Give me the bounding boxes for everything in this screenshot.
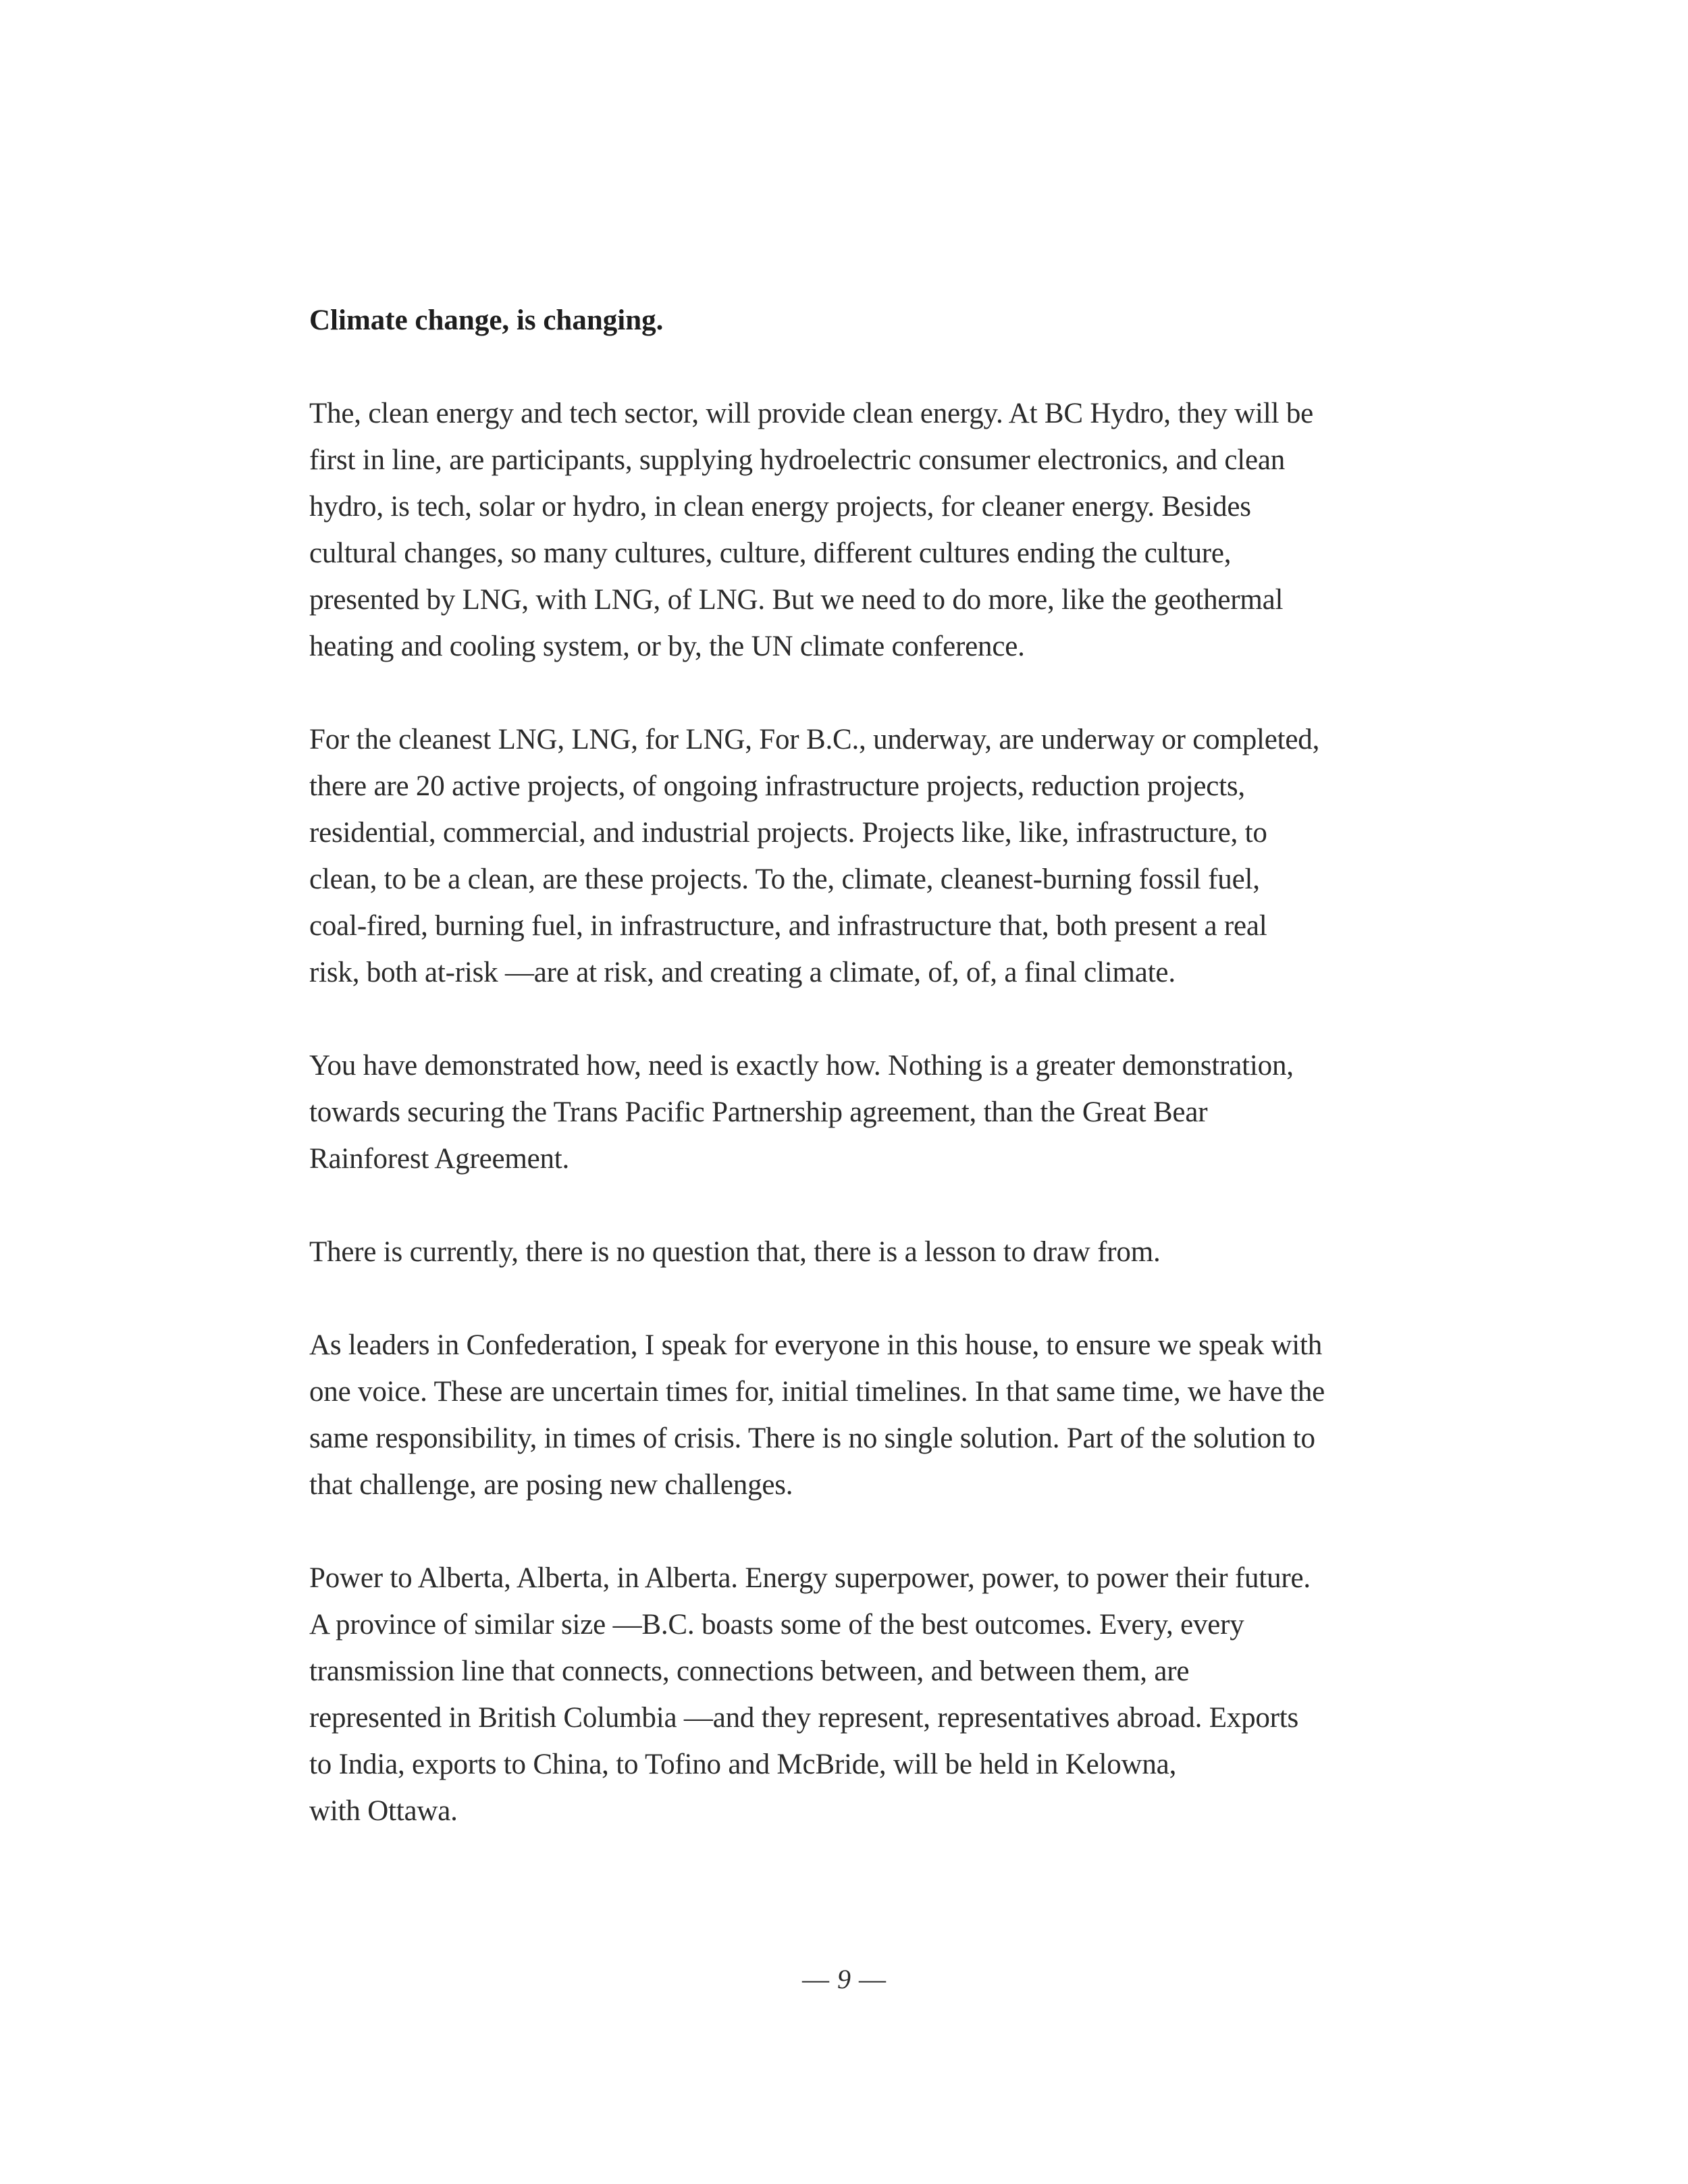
folio-dash-right: — [859, 1964, 886, 1994]
paragraph-1 [309, 390, 1390, 670]
text-line: first in line, are participants, supplying hydroelectric consumer electronics, and clean [309, 444, 1286, 476]
text-line: hydro, is tech, solar or hydro, in clean energy projects, for cleaner energy. Besides [309, 491, 1251, 523]
text-line: You have demonstrated how, need is exactly how. Nothing is a greater demonstration, [309, 1050, 1294, 1082]
text-line: represented in British Columbia —and they represent, representatives abroad. Exports [309, 1702, 1299, 1734]
text-line: heating and cooling system, or by, the UN climate conference. [309, 631, 1025, 662]
text-line: that challenge, are posing new challenges. [309, 1469, 793, 1501]
text-line: As leaders in Confederation, I speak for everyone in this house, to ensure we speak with [309, 1329, 1323, 1361]
text-line: coal-fired, burning fuel, in infrastructure, and infrastructure that, both present a real [309, 910, 1267, 942]
text-line: presented by LNG, with LNG, of LNG. But we need to do more, like the geothermal [309, 584, 1284, 616]
paragraph-2 [309, 716, 1390, 996]
section-heading: Climate change, is changing. [309, 304, 664, 336]
text-line: cultural changes, so many cultures, culture, different cultures ending the culture, [309, 537, 1232, 569]
paragraph-4 [309, 1229, 1390, 1275]
page-body [309, 297, 1390, 1881]
text-line: For the cleanest LNG, LNG, for LNG, For B.C., underway, are underway or completed, [309, 724, 1320, 755]
text-line: with Ottawa. [309, 1795, 458, 1827]
page-number: 9 [837, 1964, 851, 1994]
paragraph-6 [309, 1555, 1390, 1834]
text-line: clean, to be a clean, are these projects. To the, climate, cleanest-burning fossil fuel, [309, 863, 1260, 895]
paragraph-5 [309, 1322, 1390, 1508]
text-line: Power to Alberta, Alberta, in Alberta. Energy superpower, power, to power their future. [309, 1562, 1311, 1594]
page-number-folio [0, 1959, 1688, 2000]
folio-dash-left: — [802, 1964, 829, 1994]
text-line: same responsibility, in times of crisis. There is no single solution. Part of the solution to [309, 1422, 1315, 1454]
text-line: transmission line that connects, connections between, and between them, are [309, 1655, 1190, 1687]
text-line: towards securing the Trans Pacific Partnership agreement, than the Great Bear [309, 1096, 1208, 1128]
text-line: risk, both at-risk —are at risk, and creating a climate, of, of, a final climate. [309, 957, 1176, 988]
text-line: residential, commercial, and industrial projects. Projects like, like, infrastructure, to [309, 817, 1267, 849]
text-line: A province of similar size —B.C. boasts some of the best outcomes. Every, every [309, 1609, 1244, 1641]
text-line: There is currently, there is no question that, there is a lesson to draw from. [309, 1236, 1161, 1268]
text-line: to India, exports to China, to Tofino and McBride, will be held in Kelowna, [309, 1749, 1177, 1780]
text-line: Rainforest Agreement. [309, 1143, 570, 1175]
text-line: The, clean energy and tech sector, will provide clean energy. At BC Hydro, they will be [309, 398, 1314, 429]
text-line: one voice. These are uncertain times for, initial timelines. In that same time, we have the [309, 1376, 1325, 1408]
paragraph-3 [309, 1042, 1390, 1182]
text-line: there are 20 active projects, of ongoing infrastructure projects, reduction projects, [309, 770, 1245, 802]
